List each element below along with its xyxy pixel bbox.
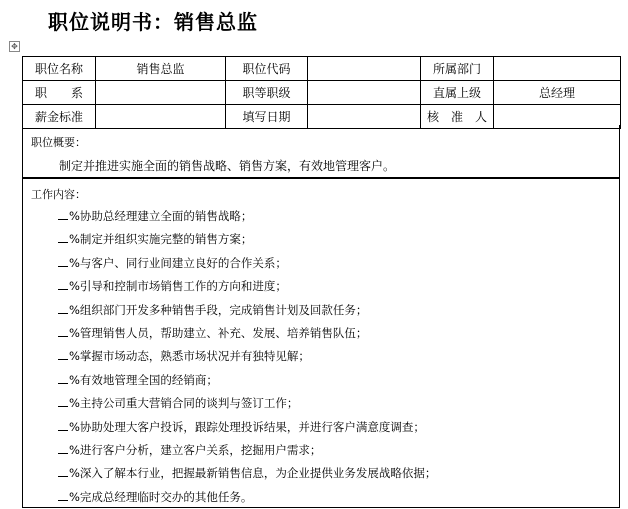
list-item [58, 439, 436, 462]
duty-text: %协助处理大客户投诉，跟踪处理投诉结果，并进行客户满意度调查； [69, 419, 425, 434]
table-row [23, 57, 621, 81]
duty-text: %进行客户分析，建立客户关系，挖掘用户需求； [69, 442, 322, 457]
duty-text: %组织部门开发多种销售手段，完成销售计划及回款任务； [69, 302, 368, 317]
blank-line [58, 418, 68, 431]
table-row [23, 81, 621, 105]
cell-label: 所属部门 [421, 57, 494, 81]
duty-text: %掌握市场动态，熟悉市场状况并有独特见解； [69, 349, 310, 364]
blank-line [58, 371, 68, 384]
cell-label: 职 系 [23, 81, 96, 105]
duty-text: %有效地管理全国的经销商； [69, 372, 218, 387]
cell-value[interactable] [308, 81, 421, 105]
list-item [58, 299, 436, 322]
duty-text: %引导和控制市场销售工作的方向和进度； [69, 279, 287, 294]
blank-line [58, 347, 68, 360]
cell-label: 填写日期 [226, 105, 308, 129]
duty-text: %主持公司重大营销合同的谈判与签订工作； [69, 396, 299, 411]
blank-line [58, 301, 68, 314]
cell-label: 职位名称 [23, 57, 96, 81]
overview-label: 职位概要： [31, 136, 86, 149]
cell-value[interactable] [494, 57, 621, 81]
cell-label: 薪金标准 [23, 105, 96, 129]
blank-line [58, 230, 68, 243]
blank-line [58, 207, 68, 220]
blank-line [58, 394, 68, 407]
list-item [58, 252, 436, 275]
list-item [58, 486, 436, 509]
list-item [58, 392, 436, 415]
duty-text: %完成总经理临时交办的其他任务。 [69, 489, 253, 504]
cell-label: 直属上级 [421, 81, 494, 105]
cell-value[interactable]: 销售总监 [96, 57, 226, 81]
move-handle-icon[interactable]: ✥ [9, 41, 20, 52]
duties-section [22, 178, 620, 508]
cell-value[interactable]: 总经理 [494, 81, 621, 105]
blank-line [58, 441, 68, 454]
list-item [58, 462, 436, 485]
list-item [58, 228, 436, 251]
blank-line [58, 464, 68, 477]
list-item [58, 369, 436, 392]
document-title: 职位说明书：销售总监 [48, 10, 258, 34]
duty-text: %管理销售人员，帮助建立、补充、发展、培养销售队伍； [69, 325, 368, 340]
cell-label: 职位代码 [226, 57, 308, 81]
blank-line [58, 277, 68, 290]
overview-text: 制定并推进实施全面的销售战略、销售方案，有效地管理客户。 [59, 159, 396, 173]
duty-text: %深入了解本行业，把握最新销售信息，为企业提供业务发展战略依据； [69, 466, 437, 481]
info-table [22, 56, 621, 129]
duty-list [58, 205, 436, 509]
blank-line [58, 254, 68, 267]
duty-text: %协助总经理建立全面的销售战略； [69, 209, 253, 223]
blank-line [58, 488, 68, 501]
list-item [58, 322, 436, 345]
cell-label: 职等职级 [226, 81, 308, 105]
blank-line [58, 324, 68, 337]
list-item [58, 275, 436, 298]
cell-label: 核 准 人 [421, 105, 494, 129]
duties-label: 工作内容： [31, 188, 86, 201]
overview-section [22, 125, 620, 178]
cell-value[interactable] [96, 81, 226, 105]
duty-text: %与客户、同行业间建立良好的合作关系； [69, 255, 287, 270]
list-item [58, 416, 436, 439]
cell-value[interactable] [308, 57, 421, 81]
duty-text: %制定并组织实施完整的销售方案； [69, 232, 253, 247]
list-item [58, 205, 436, 228]
list-item [58, 345, 436, 368]
